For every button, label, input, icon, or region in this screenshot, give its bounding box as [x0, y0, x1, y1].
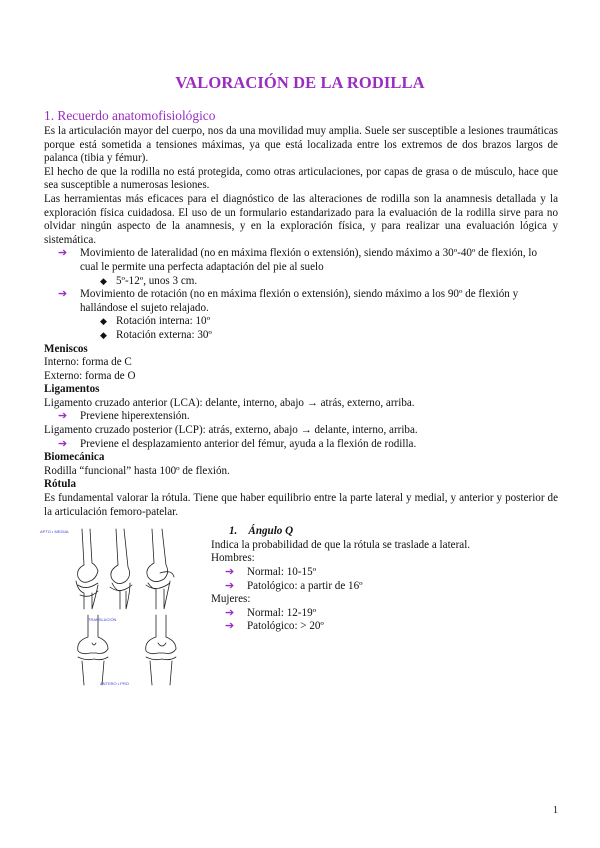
sub-list-item [44, 275, 558, 289]
list-item-text: Movimiento de rotación (no en máxima flexión o extensión), siendo máximo a los 90º de flexión y hallándose el sujeto relajado. [80, 288, 519, 314]
arrow-bullet-icon: ➔ [58, 437, 68, 450]
list-item-text: Normal: 12-19º [247, 606, 317, 619]
subheading-ligamentos: Ligamentos [44, 383, 100, 396]
text-line: Externo: forma de O [44, 369, 136, 382]
list-item-text: Normal: 10-15º [247, 566, 317, 578]
diamond-bullet-icon: ◆ [100, 275, 107, 286]
sub-list-item-text: Rotación externa: 30º [116, 328, 212, 341]
sub-list-item-text: 5º-12º, unos 3 cm. [116, 274, 198, 287]
list-item [44, 438, 558, 452]
list-item-text: Patológico: > 20º [247, 620, 324, 633]
arrow-bullet-icon: ➔ [225, 606, 235, 619]
diamond-bullet-icon: ◆ [100, 316, 107, 327]
text-line: Rodilla “funcional” hasta 100º de flexión. [44, 464, 230, 477]
list-item [211, 607, 551, 621]
text-line: Ligamento cruzado posterior (LCP): atrás, externo, abajo → delante, interno, arriba. [44, 424, 418, 437]
text-line: Mujeres: [211, 593, 251, 606]
knee-sketch-lateral-2 [110, 529, 132, 609]
text-line: Interno: forma de C [44, 356, 132, 369]
list-item [211, 580, 551, 594]
knee-sketch-lateral-3 [146, 529, 174, 609]
angulo-q-heading [211, 525, 551, 539]
figure-section [40, 525, 558, 695]
text-line: Hombres: [211, 552, 255, 565]
subheading-meniscos: Meniscos [44, 342, 88, 355]
sub-list-item [44, 315, 558, 329]
page-number: 1 [553, 805, 558, 816]
knee-sketch-lateral-1 [76, 529, 98, 609]
list-item-text: Previene el desplazamiento anterior del fémur, ayuda a la flexión de rodilla. [80, 437, 417, 450]
sub-list-item [44, 329, 558, 343]
arrow-bullet-icon: ➔ [225, 620, 235, 633]
angulo-q-title: Ángulo Q [248, 525, 294, 538]
knee-sketch-frontal-1 [78, 615, 108, 685]
section-heading-recuerdo: 1. Recuerdo anatomofisiológico [44, 108, 216, 123]
knee-sketch-frontal-2 [146, 615, 176, 685]
angulo-q-block [211, 525, 551, 634]
paragraph: Es la articulación mayor del cuerpo, nos da una movilidad muy amplia. Suele ser susceptible a lesiones traumáticas porque está sometida a tensiones máximas, ya que está localizada entre los extremos de dos brazos largos de palanca (tibia y fémur). [44, 125, 558, 165]
arrow-bullet-icon: ➔ [58, 410, 68, 423]
figure-label: TRANSLACIÓN [88, 617, 117, 623]
list-item-text: Patológico: a partir de 16º [247, 579, 363, 592]
knee-bones-figure [38, 525, 208, 693]
subheading-biomecanica: Biomecánica [44, 451, 105, 464]
angulo-q-number: 1. [229, 525, 238, 538]
list-item [44, 247, 558, 274]
arrow-bullet-icon: ➔ [225, 566, 235, 578]
paragraph: Las herramientas más eficaces para el diagnóstico de las alteraciones de rodilla son la anamnesis detallada y la exploración física cuidadosa. El uso de un formulario estandarizado para la evaluación de la rodilla sirve para no olvidar ningún aspecto de la anamnesis, y en la exploración física, y para realizar una evaluación lógica y sistemática. [44, 192, 558, 246]
list-item-text: Previene hiperextensión. [80, 410, 190, 423]
list-item [44, 288, 558, 315]
diamond-bullet-icon: ◆ [100, 329, 107, 340]
list-item [44, 410, 558, 424]
sub-list-item-text: Rotación interna: 10º [116, 315, 211, 328]
text-line: Ligamento cruzado anterior (LCA): delante, interno, abajo → atrás, externo, arriba. [44, 396, 415, 409]
document-title: VALORACIÓN DE LA RODILLA [175, 73, 425, 92]
arrow-bullet-icon: ➔ [225, 579, 235, 592]
text-line: Indica la probabilidad de que la rótula se traslade a lateral. [211, 538, 471, 551]
paragraph: El hecho de que la rodilla no está protegida, como otras articulaciones, por capas de grasa o de músculo, hace que sea susceptible a numerosas lesiones. [44, 165, 558, 192]
figure-label: APTO • MEDIAL [40, 529, 70, 535]
list-item [211, 620, 551, 634]
arrow-bullet-icon: ➔ [58, 247, 68, 260]
figure-label: ANTERO • PRO [100, 681, 129, 687]
subheading-rotula: Rótula [44, 478, 77, 491]
list-item [211, 566, 551, 580]
paragraph: Es fundamental valorar la rótula. Tiene que haber equilibrio entre la parte lateral y medial, y anterior y posterior de la articulación femoro-patelar. [44, 492, 558, 518]
arrow-bullet-icon: ➔ [58, 288, 68, 301]
list-item-text: Movimiento de lateralidad (no en máxima flexión o extensión), siendo máximo a 30º-40º de flexión, lo cual le permite una perfecta adaptación del pie al suelo [80, 247, 537, 273]
document-body [40, 107, 558, 695]
